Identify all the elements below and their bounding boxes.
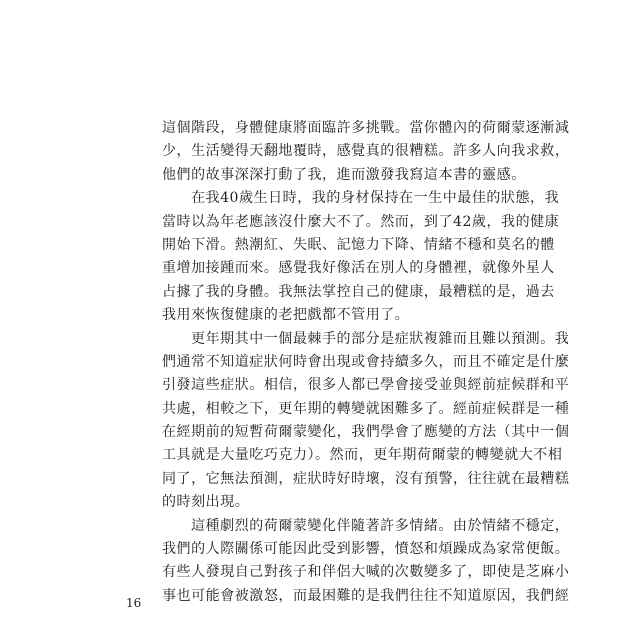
text-line: 這個階段，身體健康將面臨許多挑戰。當你體內的荷爾蒙逐漸減 (162, 120, 570, 136)
text-line: 重增加接踵而來。感覺我好像活在別人的身體裡，就像外星人 (162, 260, 555, 277)
text-line: 在我40歲生日時，我的身材保持在一生中最佳的狀態，我 (191, 190, 560, 207)
text-line: 開始下滑。熱潮紅、失眠、記憶力下降、情緒不穩和莫名的體 (162, 236, 555, 253)
text-line: 事也可能會被激怒，而最困難的是我們往往不知道原因，我們經 (162, 587, 570, 604)
text-line: 我用來恢復健康的老把戲都不管用了。 (162, 307, 410, 324)
text-line: 他們的故事深深打動了我，進而激發我寫這本書的靈感。 (162, 166, 526, 183)
text-line: 的時刻出現。 (162, 494, 250, 511)
text-line: 共處，相較之下，更年期的轉變就困難多了。經前症候群是一種 (162, 400, 570, 417)
text-line: 有些人發現自己對孩子和伴侶大喊的次數變多了，即使是芝麻小 (162, 564, 570, 581)
text-line: 更年期其中一個最棘手的部分是症狀複雜而且難以預測。我 (191, 330, 570, 347)
text-line: 我們的人際關係可能因此受到影響，憤怒和煩躁成為家常便飯。 (162, 541, 570, 558)
text-line: 這種劇烈的荷爾蒙變化伴隨著許多情緒。由於情緒不穩定， (191, 517, 570, 534)
text-line: 占據了我的身體。我無法掌控自己的健康，最糟糕的是，過去 (162, 283, 555, 300)
text-line: 們通常不知道症狀何時會出現或會持續多久，而且不確定是什麼 (162, 353, 570, 370)
text-line: 當時以為年老應該沒什麼大不了。然而，到了42歲，我的健康 (162, 213, 560, 230)
body-text (162, 117, 570, 608)
text-line: 引發這些症狀。相信，很多人都已學會接受並與經前症候群和平 (162, 377, 570, 394)
text-line: 少，生活變得天翻地覆時，感覺真的很糟糕。許多人向我求救， (162, 143, 570, 160)
text-line: 工具就是大量吃巧克力）。然而，更年期荷爾蒙的轉變就大不相 (162, 447, 563, 464)
page-number: 16 (126, 596, 142, 610)
text-line: 在經期前的短暫荷爾蒙變化，我們學會了應變的方法（其中一個 (162, 424, 570, 441)
text-line: 同了，它無法預測，症狀時好時壞，沒有預警，往往就在最糟糕 (162, 470, 570, 487)
